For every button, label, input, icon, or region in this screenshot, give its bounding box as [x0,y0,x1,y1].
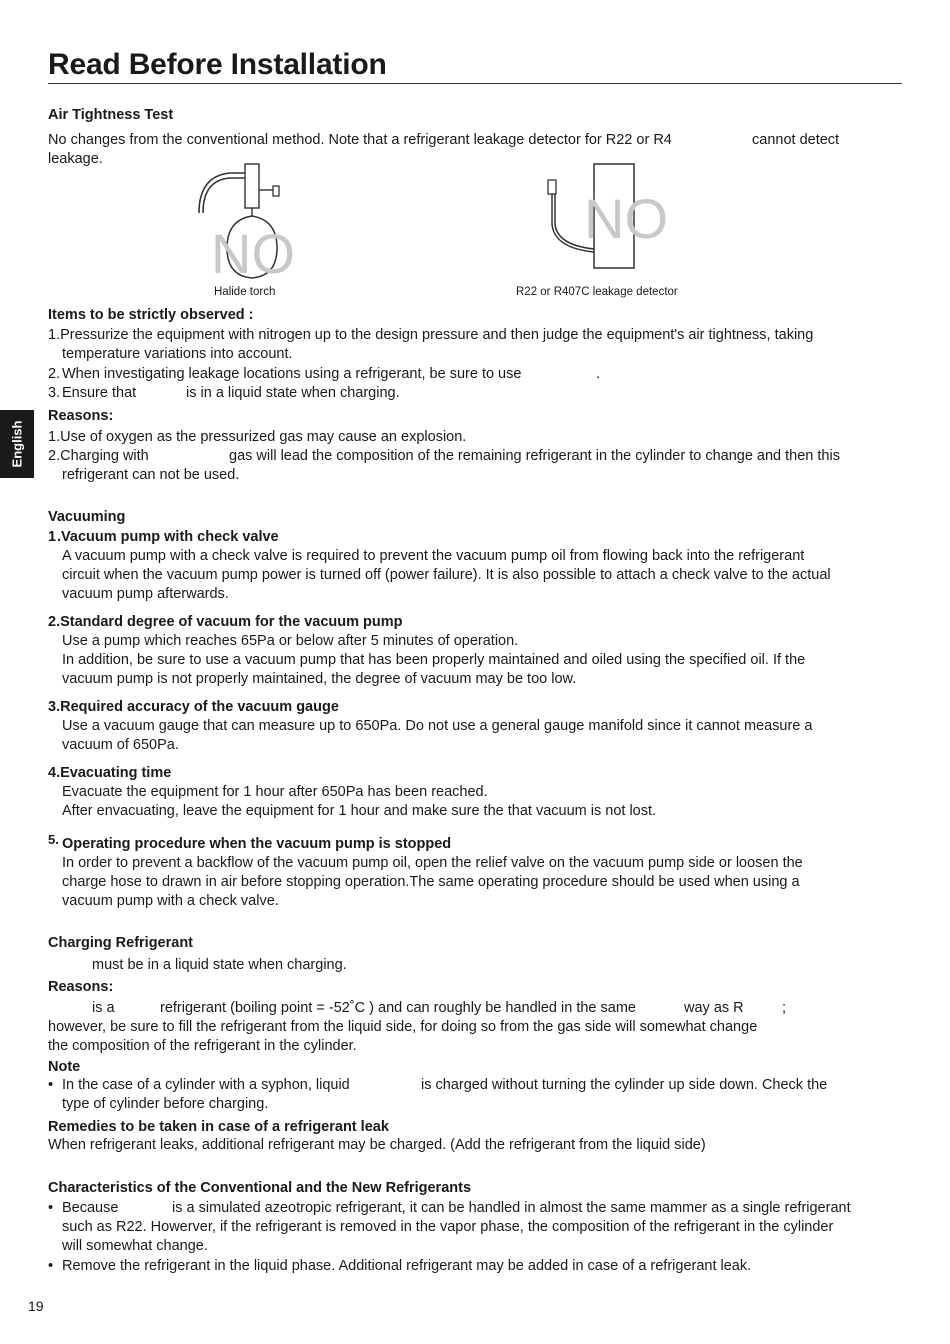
vac-s1-line3: vacuum pump afterwards. [62,586,229,602]
note-bullet: • [48,1077,54,1093]
charging-reason-d: ; [782,1000,787,1016]
title-divider [48,83,902,84]
vac-s1-num: 1 [48,529,57,545]
charging-line: must be in a liquid state when charging. [92,957,347,973]
vac-s2-line3: vacuum pump is not properly maintained, the degree of vacuum may be too low. [62,671,577,687]
vac-s4-title: 4.Evacuating time [48,765,172,781]
char-b2: Remove the refrigerant in the liquid phase. Additional refrigerant may be added in case of a refrigerant leak. [62,1258,752,1274]
characteristics-heading: Characteristics of the Conventional and the New Refrigerants [48,1180,472,1196]
air-tightness-heading: Air Tightness Test [48,107,174,123]
vac-s5-line2: charge hose to drawn in air before stopping operation.The same operating procedure should be used when using a [62,874,800,890]
language-tab [0,410,34,478]
remedies-heading: Remedies to be taken in case of a refrigerant leak [48,1119,389,1135]
reasons1-item2-b: gas will lead the composition of the remaining refrigerant in the cylinder to change and then this [229,448,840,464]
torch-valve-knob [273,186,279,196]
charging-reason-a: is a [92,1000,115,1016]
reasons1-item1: 1.Use of oxygen as the pressurized gas may cause an explosion. [48,429,467,445]
vac-s2-title: 2.Standard degree of vacuum for the vacuum pump [48,614,403,630]
note-line-b: is charged without turning the cylinder up side down. Check the [421,1077,828,1093]
leakage-detector-figure [540,160,670,275]
air-tightness-line1-tail: cannot detect [752,132,840,148]
no-mark-left: NO [211,222,295,285]
charging-reason-c: way as R [684,1000,744,1016]
vac-s2-line2: In addition, be sure to use a vacuum pump that has been properly maintained and oiled using the specified oil. If the [62,652,806,668]
vac-s5-line3: vacuum pump with a check valve. [62,893,279,909]
reasons1-item2-c: refrigerant can not be used. [62,467,240,483]
torch-body [245,164,259,208]
vac-s1-line1: A vacuum pump with a check valve is required to prevent the vacuum pump oil from flowing back into the refrigerant [62,548,805,564]
detector-probe-tip [548,180,556,194]
halide-torch-caption: Halide torch [214,286,276,298]
char-bullet2: • [48,1258,54,1274]
charging-reason-line2: however, be sure to fill the refrigerant from the liquid side, for doing so from the gas side will somewhat change [48,1019,758,1035]
vacuuming-heading: Vacuuming [48,509,126,525]
vac-s4-line2: After envacuating, leave the equipment for 1 hour and make sure the that vacuum is not lost. [62,803,657,819]
no-mark-right: NO [584,187,668,250]
reasons1-heading: Reasons: [48,408,114,424]
char-bullet1: • [48,1200,54,1216]
remedies-line: When refrigerant leaks, additional refrigerant may be charged. (Add the refrigerant from the liquid side) [48,1137,706,1153]
note-heading: Note [48,1059,81,1075]
vac-s5-num: 5. [48,832,59,847]
vac-s5-title: Operating procedure when the vacuum pump is stopped [62,836,452,852]
language-tab-label: English [9,420,25,468]
leakage-detector-caption: R22 or R407C leakage detector [516,286,678,298]
air-tightness-line1: No changes from the conventional method. Note that a refrigerant leakage detector for R22 or R4 [48,132,672,148]
charging-reason-b: refrigerant (boiling point = -52˚C ) and can roughly be handled in the same [160,1000,636,1016]
strict-item3-num: 3. [48,385,61,401]
torch-hose-inner [203,178,245,213]
reasons1-item2-a: 2.Charging with [48,448,149,464]
vac-s1-line2: circuit when the vacuum pump power is turned off (power failure). It is also possible to attach a check valve to the actual [62,567,831,583]
strict-item1-a: 1.Pressurize the equipment with nitrogen up to the design pressure and then judge the equipment's air tightness, taking [48,327,814,343]
note-line-a: In the case of a cylinder with a syphon, liquid [62,1077,350,1093]
vac-s4-line1: Evacuate the equipment for 1 hour after 650Pa has been reached. [62,784,488,800]
halide-torch-figure [185,158,315,283]
vac-s3-line2: vacuum of 650Pa. [62,737,179,753]
vac-s3-title: 3.Required accuracy of the vacuum gauge [48,699,339,715]
char-b1-a: Because [62,1200,119,1216]
vac-s1-title: .Vacuum pump with check valve [57,529,279,545]
strict-item2-num: 2. [48,366,61,382]
air-tightness-line2: leakage. [48,151,103,167]
strict-item1-b: temperature variations into account. [62,346,293,362]
strict-item2: When investigating leakage locations using a refrigerant, be sure to use [62,366,522,382]
vac-s5-line1: In order to prevent a backflow of the vacuum pump oil, open the relief valve on the vacuum pump side or loosen the [62,855,803,871]
strict-item3-a: Ensure that [62,385,137,401]
note-line-c: type of cylinder before charging. [62,1096,269,1112]
vac-s3-line1: Use a vacuum gauge that can measure up to 650Pa. Do not use a general gauge manifold since it cannot measure a [62,718,813,734]
char-b1-b: is a simulated azeotropic refrigerant, it can be handled in almost the same mammer as a single refrigerant [172,1200,851,1216]
strict-heading: Items to be strictly observed : [48,307,254,323]
charging-reasons-heading: Reasons: [48,979,114,995]
char-b1-c: such as R22. Howerver, if the refrigerant is removed in the vapor phase, the composition of the refrigerant in the cylinder [62,1219,834,1235]
page-title: Read Before Installation [48,48,387,81]
charging-reason-line3: the composition of the refrigerant in the cylinder. [48,1038,357,1054]
charging-heading: Charging Refrigerant [48,935,194,951]
char-b1-d: will somewhat change. [62,1238,208,1254]
page-number: 19 [28,1298,44,1314]
strict-item2-tail: . [596,366,601,382]
strict-item3-b: is in a liquid state when charging. [186,385,400,401]
vac-s2-line1: Use a pump which reaches 65Pa or below after 5 minutes of operation. [62,633,519,649]
